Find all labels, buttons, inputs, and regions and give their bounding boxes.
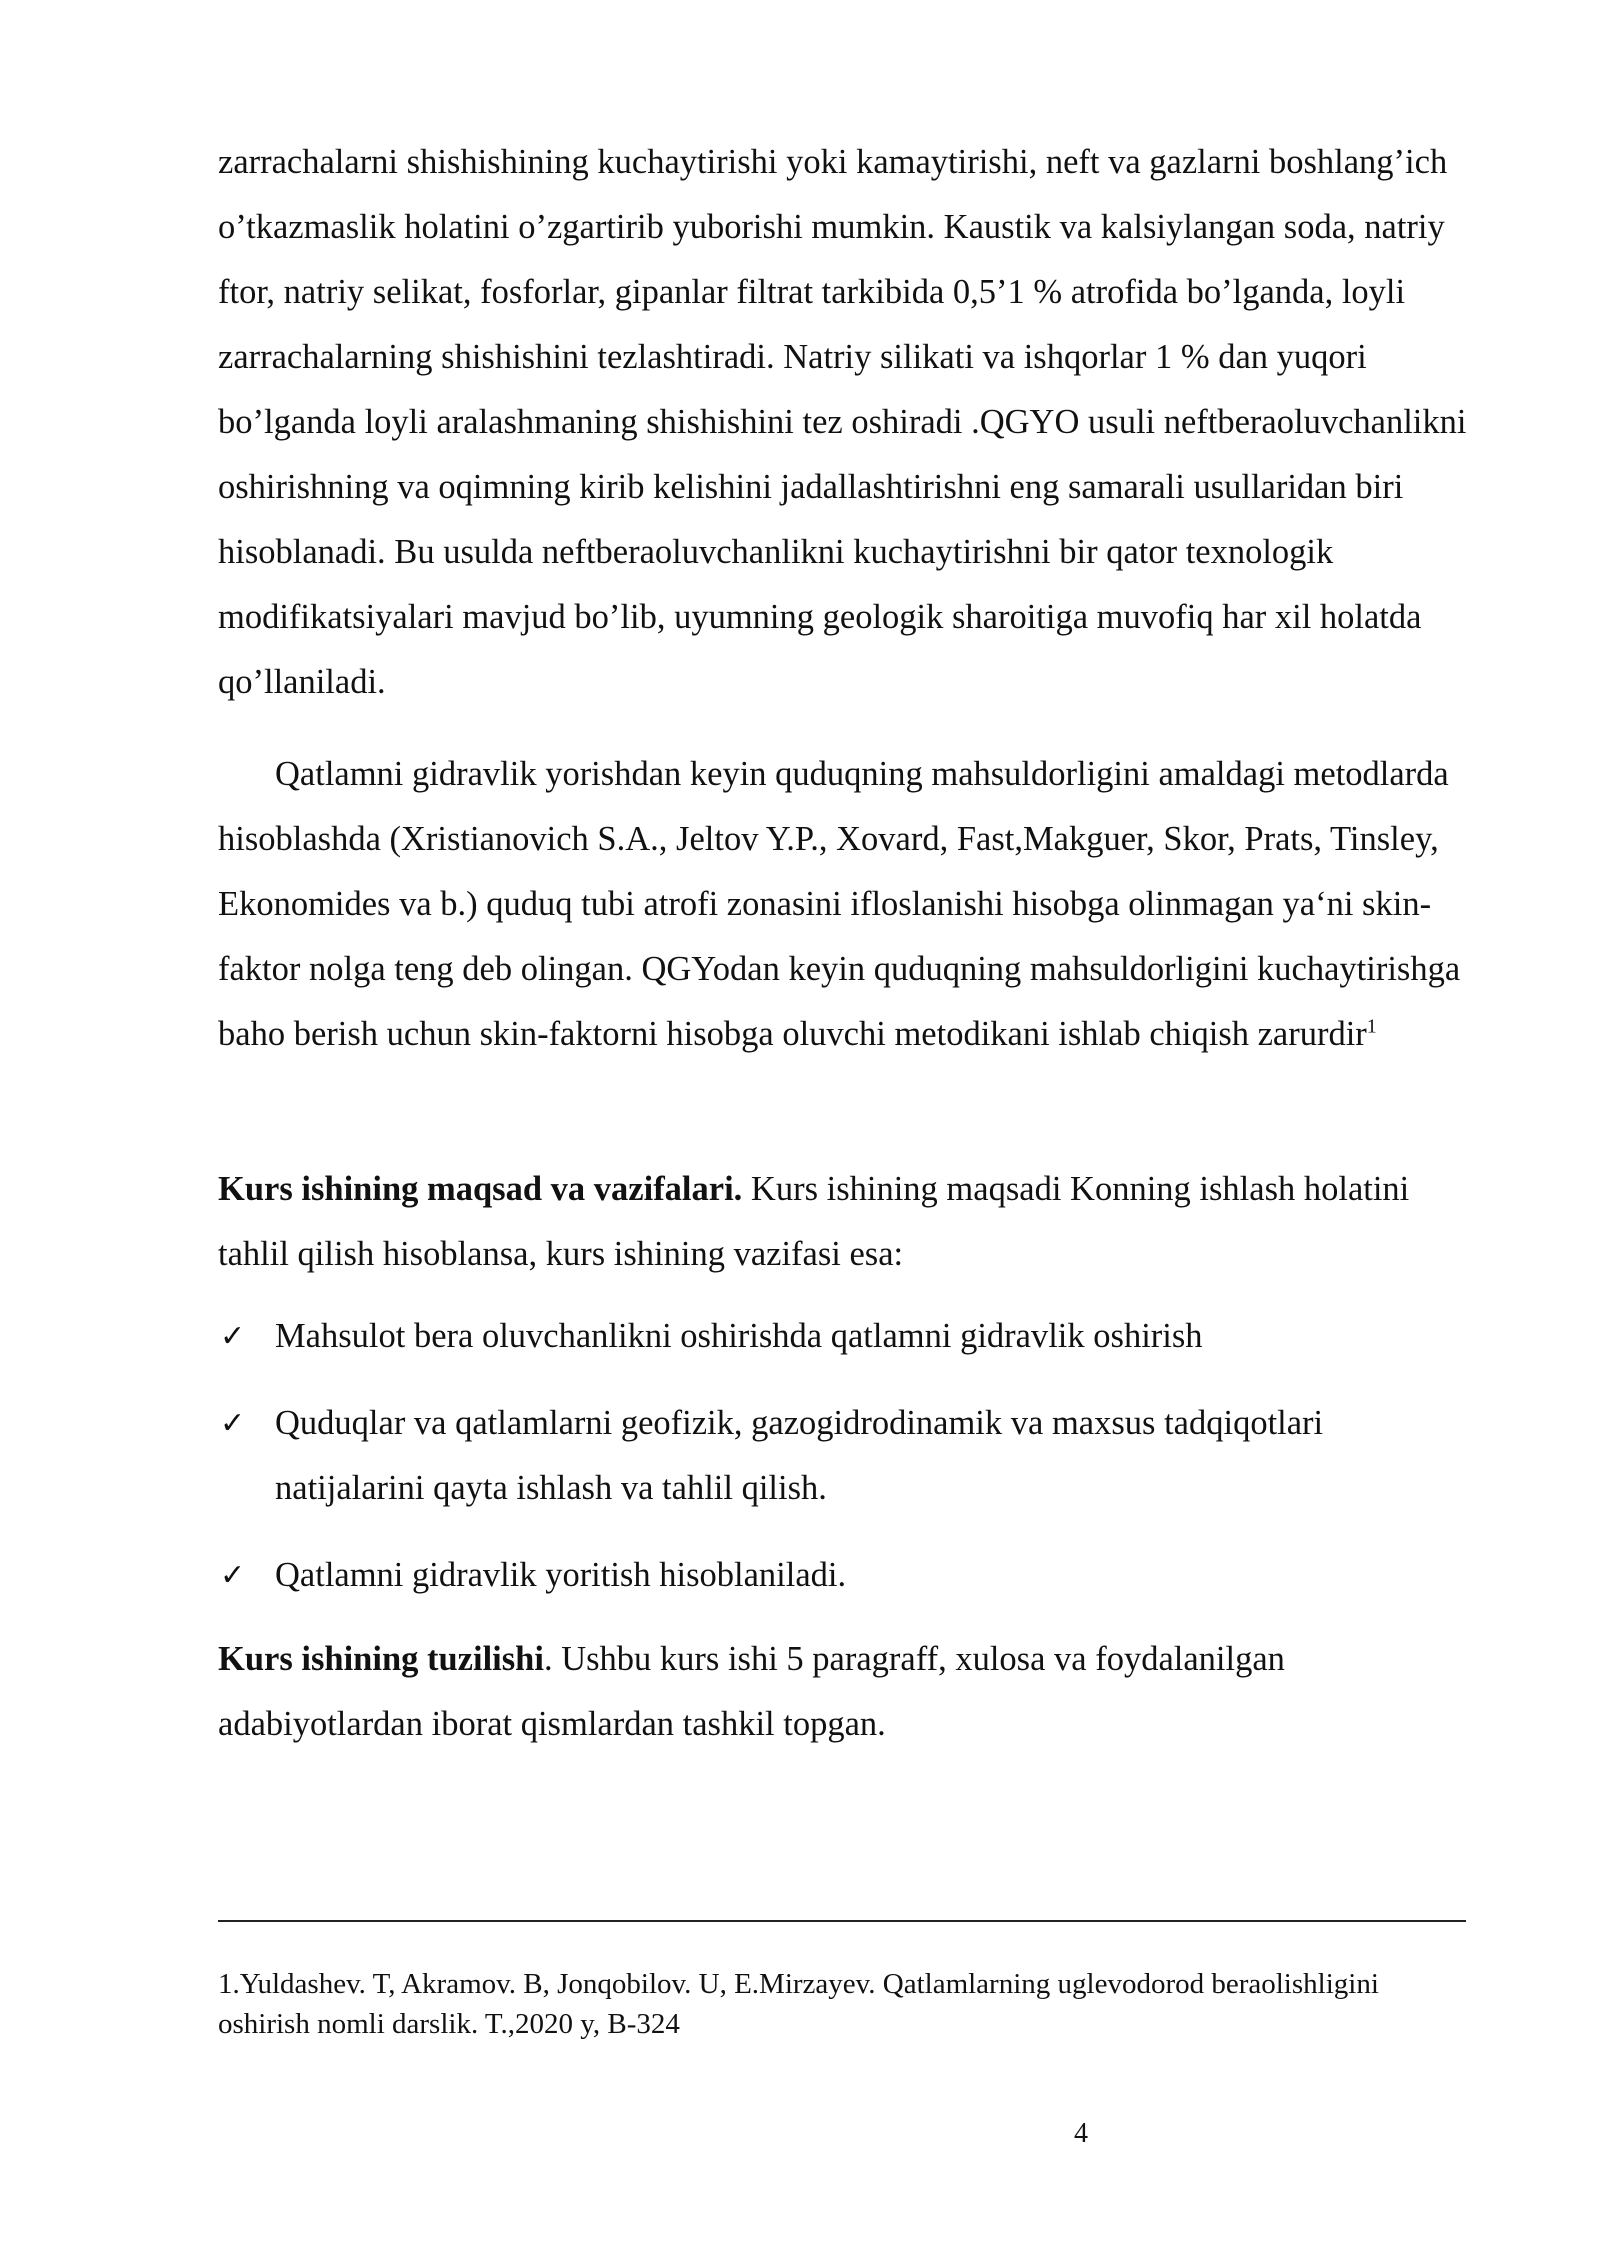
structure-text: . Ushbu kurs ishi 5 paragraff, xulosa va foydalanilgan adabiyotlardan iborat qismlardan tashkil topgan. <box>218 1640 1285 1743</box>
checklist-item <box>218 1543 1468 1608</box>
goals-heading: Kurs ishining maqsad va vazifalari. <box>218 1170 743 1208</box>
paragraph-2-text: Qatlamni gidravlik yorishdan keyin quduqning mahsuldorligini amaldagi metodlarda hisoblashda (Xristianovich S.A., Jeltov Y.P., Xovard, Fast,Makguer, Skor, Prats, Tinsley, Ekonomides va b.) quduq tubi atrofi zonasini ifloslanishi hisobga olinmagan ya‘ni skin-faktor nolga teng deb olingan. QGYodan keyin quduqning mahsuldorligini kuchaytirishga baho berish uchun skin-faktorni hisobga oluvchi metodikani ishlab chiqish zarurdir <box>218 755 1461 1053</box>
checkmark-icon: ✓ <box>220 1558 246 1593</box>
checklist-item <box>218 1391 1468 1521</box>
structure-heading: Kurs ishining tuzilishi <box>218 1640 544 1678</box>
page-number: 4 <box>1074 2118 1088 2149</box>
checklist-item <box>218 1304 1468 1369</box>
checkmark-icon: ✓ <box>220 1319 246 1354</box>
paragraph-2 <box>218 742 1468 1067</box>
task-checklist <box>218 1304 1468 1630</box>
footnote-reference[interactable]: 1 <box>1366 1015 1377 1038</box>
paragraph-1: zarrachalarni shishishining kuchaytirishi yoki kamaytirishi, neft va gazlarni boshlang’ich o’tkazmaslik holatini o’zgartirib yuborishi mumkin. Kaustik va kalsiylangan soda, natriy ftor, natriy selikat, fosforlar, gipanlar filtrat tarkibida 0,5’1 % atrofida bo’lganda, loyli zarrachalarning shishishini tezlashtiradi. Natriy silikati va ishqorlar 1 % dan yuqori bo’lganda loyli aralashmaning shishishini tez oshiradi .QGYO usuli neftberaoluvchanlikni oshirishning va oqimning kirib kelishini jadallashtirishni eng samarali usullaridan biri hisoblanadi. Bu usulda neftberaoluvchanlikni kuchaytirishni bir qator texnologik modifikatsiyalari mavjud bo’lib, uyumning geologik sharoitiga muvofiq har xil holatda qo’llaniladi. <box>218 143 1467 701</box>
checkmark-icon: ✓ <box>220 1406 246 1441</box>
checklist-item-text: Mahsulot bera oluvchanlikni oshirishda qatlamni gidravlik oshirish <box>275 1317 1203 1355</box>
checklist-item-text: Qatlamni gidravlik yoritish hisoblaniladi. <box>275 1556 847 1594</box>
paragraph-goals <box>218 1157 1468 1287</box>
paragraph-structure <box>218 1627 1468 1757</box>
goals-text: Kurs ishining maqsadi Konning ishlash holatini tahlil qilish hisoblansa, kurs ishining vazifasi esa: <box>218 1170 1410 1273</box>
footnote-divider <box>218 1920 1466 1922</box>
checklist-item-text: Quduqlar va qatlamlarni geofizik, gazogidrodinamik va maxsus tadqiqotlari natijalarini qayta ishlash va tahlil qilish. <box>275 1404 1324 1507</box>
footnote: 1.Yuldashev. T, Akramov. B, Jonqobilov. U, E.Mirzayev. Qatlamlarning uglevodorod beraolishligini oshirish nomli darslik. T.,2020 y, B-324 <box>218 1968 1379 2040</box>
